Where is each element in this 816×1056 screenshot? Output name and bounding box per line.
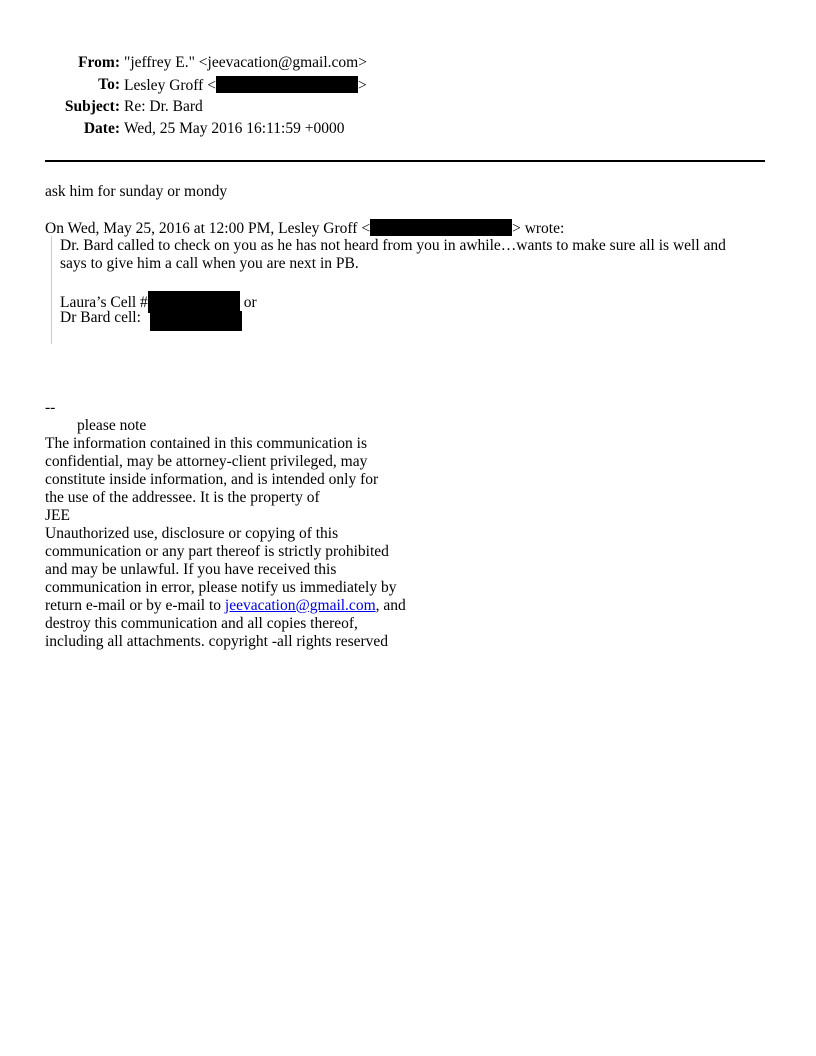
attribution-end: > wrote:	[512, 220, 565, 237]
to-label: To:	[98, 76, 120, 93]
attribution-start: On Wed, May 25, 2016 at 12:00 PM, Lesley Groff <	[45, 220, 371, 237]
from-label: From:	[78, 54, 120, 71]
dr-bard-cell-label: Dr Bard cell:	[60, 309, 141, 326]
disclaimer-line: and may be unlawful. If you have received this	[45, 561, 337, 578]
dr-bard-cell-line	[60, 309, 242, 331]
reply-text: ask him for sunday or mondy	[45, 183, 228, 200]
redaction-box	[370, 219, 512, 236]
disclaimer-return-line	[45, 597, 406, 615]
quote-line-1: Dr. Bard called to check on you as he has not heard from you in awhile…wants to make sure all is well and	[60, 237, 726, 254]
disclaimer-line: including all attachments. copyright -all rights reserved	[45, 633, 389, 650]
return-suffix: , and	[375, 597, 406, 614]
laura-cell-suffix: or	[239, 294, 257, 311]
disclaimer-line: communication in error, please notify us immediately by	[45, 579, 397, 596]
date-value: Wed, 25 May 2016 16:11:59 +0000	[124, 120, 345, 137]
to-end: >	[357, 77, 367, 94]
disclaimer-line: Unauthorized use, disclosure or copying of this	[45, 525, 339, 542]
redaction-box	[150, 311, 242, 331]
to-name: Lesley Groff <	[124, 77, 216, 94]
disclaimer-line: confidential, may be attorney-client privileged, may	[45, 453, 368, 470]
date-label: Date:	[83, 120, 120, 137]
email-link[interactable]: jeevacation@gmail.com	[224, 597, 376, 614]
please-note: please note	[77, 417, 147, 434]
from-value: "jeffrey E." <jeevacation@gmail.com>	[124, 54, 367, 71]
return-prefix: return e-mail or by e-mail to	[45, 597, 225, 614]
subject-value: Re: Dr. Bard	[124, 98, 203, 115]
to-value	[124, 76, 367, 95]
disclaimer-line: communication or any part thereof is strictly prohibited	[45, 543, 389, 560]
quoted-message	[51, 236, 772, 344]
disclaimer-line: the use of the addressee. It is the property of	[45, 489, 320, 506]
signature-dashes: --	[45, 399, 56, 416]
laura-cell-label: Laura’s Cell #	[60, 294, 148, 311]
disclaimer-line: The information contained in this communication is	[45, 435, 367, 452]
disclaimer-line: constitute inside information, and is intended only for	[45, 471, 379, 488]
header-divider	[45, 160, 765, 162]
subject-label: Subject:	[64, 98, 120, 115]
redaction-box	[216, 76, 358, 93]
quote-line-2: says to give him a call when you are next in PB.	[60, 255, 359, 272]
disclaimer-line: destroy this communication and all copies thereof,	[45, 615, 358, 632]
disclaimer-line: JEE	[45, 507, 70, 524]
